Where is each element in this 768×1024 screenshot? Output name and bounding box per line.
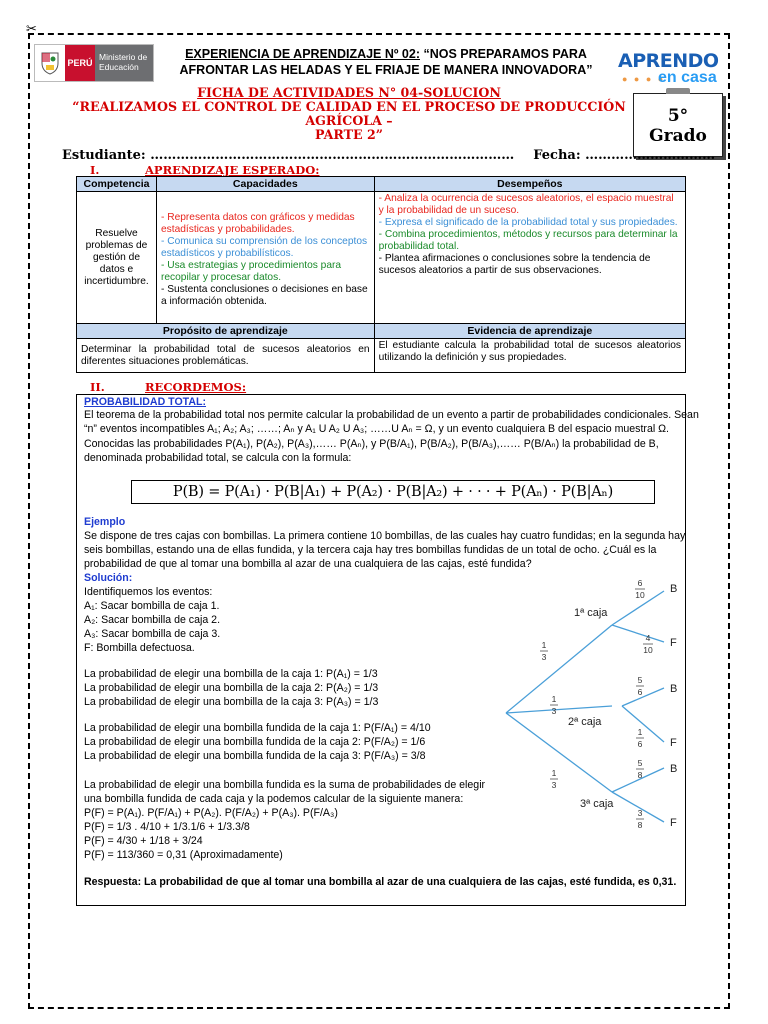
fused-line: La probabilidad de elegir una bombilla fundida de la caja 2: P(F/A₂) = 1/6 xyxy=(84,736,426,748)
section-2-number: II. xyxy=(90,380,105,394)
tree-prob-den: 3 xyxy=(551,780,557,790)
solucion-label: Solución: xyxy=(84,572,133,584)
tree-outcome-f: F xyxy=(670,737,677,749)
answer-line: Respuesta: La probabilidad de que al tomar una bombilla al azar de una cualquiera de las cajas, esté fundida, es 0,31. xyxy=(84,876,677,888)
event-item: A₃: Sacar bombilla de caja 3. xyxy=(84,628,221,640)
tree-box2-label: 2ª caja xyxy=(568,716,602,728)
theory-line: “n” eventos incompatibles A₁; A₂; A₃; ……; Aₙ y A₁ U A₂ U A₃; ……U Aₙ = Ω, y un evento cualquiera B del espacio muestral Ω. xyxy=(84,423,670,435)
tree-outcome-b: B xyxy=(670,683,678,695)
date-field: Fecha: ………………………… xyxy=(533,148,716,163)
tree-prob-den: 10 xyxy=(635,590,645,600)
desempenos-cell xyxy=(374,192,685,324)
calc-line: P(F) = 113/360 = 0,31 (Aproximadamente) xyxy=(84,849,283,861)
proposito-cell: Determinar la probabilidad total de sucesos aleatorios en diferentes situaciones problemáticas. xyxy=(77,339,375,373)
tree-prob-den: 6 xyxy=(637,687,643,697)
tree-outcome-f: F xyxy=(670,637,677,649)
evidencia-cell: El estudiante calcula la probabilidad total de sucesos aleatorios utilizando la definición y sus propiedades. xyxy=(374,339,685,373)
header-capacidades: Capacidades xyxy=(156,177,374,192)
experience-prefix: EXPERIENCIA DE APRENDIZAJE Nº 02: xyxy=(185,47,420,61)
tree-prob-num: 6 xyxy=(637,578,643,588)
example-line: probabilidad de que al tomar una bombilla al azar de una cualquiera de las cajas, esté fundida? xyxy=(84,558,532,570)
events-intro: Identifiquemos los eventos: xyxy=(84,586,213,598)
experience-text: “NOS PREPARAMOS PARA AFRONTAR LAS HELADAS Y EL FRIAJE DE MANERA INNOVADORA” xyxy=(179,47,593,77)
tree-prob-num: 3 xyxy=(637,808,643,818)
ministry-logo xyxy=(34,44,154,82)
tree-prob-num: 1 xyxy=(551,694,557,704)
desempeno-item: - Plantea afirmaciones o conclusiones sobre la tendencia de sucesos aleatorios a partir de sus observaciones. xyxy=(378,253,651,276)
tree-branch xyxy=(622,688,664,706)
competencia-cell: Resuelve problemas de gestión de datos e incertidumbre. xyxy=(77,192,157,324)
calc-line: P(F) = P(A₁). P(F/A₁) + P(A₂). P(F/A₂) + P(A₃). P(F/A₃) xyxy=(84,807,338,819)
tree-outcome-b: B xyxy=(670,763,678,775)
student-line xyxy=(62,148,715,163)
shield-icon xyxy=(35,45,65,81)
tree-prob-num: 1 xyxy=(541,640,547,650)
tree-prob-den: 10 xyxy=(643,645,653,655)
worksheet-number: FICHA DE ACTIVIDADES N° 04-SOLUCION xyxy=(197,85,501,100)
tree-branch xyxy=(506,625,612,713)
capacidad-item: - Sustenta conclusiones o decisiones en base a información obtenida. xyxy=(160,284,368,307)
tree-prob-den: 3 xyxy=(551,706,557,716)
tree-prob-den: 6 xyxy=(637,739,643,749)
aprendo-en-casa-logo xyxy=(618,50,726,90)
table-subheader-row xyxy=(77,324,686,339)
fused-line: La probabilidad de elegir una bombilla fundida de la caja 1: P(F/A₁) = 4/10 xyxy=(84,722,431,734)
tree-prob-den: 3 xyxy=(541,652,547,662)
probabilidad-total-heading: PROBABILIDAD TOTAL: xyxy=(84,396,207,408)
choose-line: La probabilidad de elegir una bombilla de la caja 3: P(A₃) = 1/3 xyxy=(84,696,379,708)
brand-sub: en casa xyxy=(658,69,717,86)
desempeno-item: - Expresa el significado de la probabilidad total y sus propiedades. xyxy=(378,217,678,228)
section-2-title: RECORDEMOS: xyxy=(145,380,247,394)
section-1-title: APRENDIZAJE ESPERADO: xyxy=(145,163,320,177)
tree-prob-den: 8 xyxy=(637,820,643,830)
tree-prob-num: 5 xyxy=(637,758,643,768)
event-item: A₂: Sacar bombilla de caja 2. xyxy=(84,614,221,626)
scissors-icon: ✂ xyxy=(26,21,37,36)
clipboard-clip-icon xyxy=(666,88,690,94)
calc-line: P(F) = 1/3 . 4/10 + 1/3.1/6 + 1/3.3/8 xyxy=(84,821,250,833)
theory-line: denominada probabilidad total, se calcula con la formula: xyxy=(84,452,352,464)
theory-line: Conocidas las probabilidades P(A₁), P(A₂), P(A₃),…… P(Aₙ), y P(B/A₁), P(B/A₂), P(B/A₃),…… P(B/Aₙ) la probabilidad de B, xyxy=(84,438,659,450)
section-2-heading xyxy=(90,380,246,394)
tree-branch xyxy=(506,706,612,713)
choose-line: La probabilidad de elegir una bombilla de la caja 2: P(A₂) = 1/3 xyxy=(84,682,379,694)
table-header-row xyxy=(77,177,686,192)
worksheet-topic-line2: PARTE 2” xyxy=(315,127,383,142)
theory-line: El teorema de la probabilidad total nos permite calcular la probabilidad de un evento a partir de probabilidades condicionales. Sean xyxy=(84,409,699,421)
fused-line: La probabilidad de elegir una bombilla fundida de la caja 3: P(F/A₃) = 3/8 xyxy=(84,750,426,762)
tree-outcome-b: B xyxy=(670,583,678,595)
tree-box1-label: 1ª caja xyxy=(574,607,608,619)
tree-prob-den: 8 xyxy=(637,770,643,780)
ministry-label: Ministerio de Educación xyxy=(95,45,153,81)
tree-branch xyxy=(622,706,664,742)
header-competencia: Competencia xyxy=(77,177,157,192)
capacidad-item: - Representa datos con gráficos y medidas estadísticas y probabilidades. xyxy=(160,212,355,235)
table-row xyxy=(77,192,686,324)
example-line: seis bombillas, estando una de ellas fundida, y la tercera caja hay tres bombillas fundidas de un total de ocho. ¿Cuál es la xyxy=(84,544,657,556)
capacidades-cell xyxy=(156,192,374,324)
section-1-heading xyxy=(90,163,319,177)
table-row xyxy=(77,339,686,373)
tree-prob-num: 4 xyxy=(645,633,651,643)
example-line: Se dispone de tres cajas con bombillas. La primera contiene 10 bombillas, de las cuales hay cuatro fundidas; en la segunda hay xyxy=(84,530,686,542)
desempeno-item: - Combina procedimientos, métodos y recursos para determinar la probabilidad total. xyxy=(378,229,678,252)
brand-dots-icon: ● ● ● ● xyxy=(622,74,666,84)
tree-prob-num: 1 xyxy=(551,768,557,778)
grade-label: Grado xyxy=(649,126,707,146)
tree-branch xyxy=(612,625,664,642)
sum-line: una bombilla fundida de cada caja y la podemos calcular de la siguiente manera: xyxy=(84,793,464,805)
desempeno-item: - Analiza la ocurrencia de sucesos aleatorios, el espacio muestral y la probabilidad de un suceso. xyxy=(378,193,674,216)
worksheet-topic-line1: “REALIZAMOS EL CONTROL DE CALIDAD EN EL PROCESO DE PRODUCCIÓN AGRÍCOLA – xyxy=(72,99,626,128)
tree-box3-label: 3ª caja xyxy=(580,798,614,810)
header-evidencia: Evidencia de aprendizaje xyxy=(374,324,685,339)
capacidad-item: - Usa estrategias y procedimientos para recopilar y procesar datos. xyxy=(160,260,342,283)
header-proposito: Propósito de aprendizaje xyxy=(77,324,375,339)
tree-prob-num: 5 xyxy=(637,675,643,685)
total-probability-formula: P(B) = P(A₁) · P(B|A₁) + P(A₂) · P(B|A₂) + · · · + P(Aₙ) · P(B|Aₙ) xyxy=(131,480,655,504)
brand-word: APRENDO xyxy=(618,50,719,72)
section-1-number: I. xyxy=(90,163,100,177)
grade-number: 5° xyxy=(667,106,689,126)
choose-line: La probabilidad de elegir una bombilla de la caja 1: P(A₁) = 1/3 xyxy=(84,668,378,680)
tree-outcome-f: F xyxy=(670,817,677,829)
experience-title xyxy=(158,46,614,78)
student-field: Estudiante: ………………………………………………………………………… xyxy=(62,148,515,163)
calc-line: P(F) = 4/30 + 1/18 + 3/24 xyxy=(84,835,203,847)
capacidad-item: - Comunica su comprensión de los conceptos estadísticos y probabilísticos. xyxy=(160,236,368,259)
sum-line: La probabilidad de elegir una bombilla fundida es la suma de probabilidades de elegir xyxy=(84,779,486,791)
event-item: F: Bombilla defectuosa. xyxy=(84,642,195,654)
probability-tree-diagram xyxy=(504,578,700,836)
header-desempenos: Desempeños xyxy=(374,177,685,192)
peru-label: PERÚ xyxy=(65,45,95,81)
competency-table xyxy=(76,176,686,373)
ejemplo-label: Ejemplo xyxy=(84,516,126,528)
tree-prob-num: 1 xyxy=(637,727,643,737)
event-item: A₁: Sacar bombilla de caja 1. xyxy=(84,600,220,612)
worksheet-title xyxy=(70,86,628,142)
